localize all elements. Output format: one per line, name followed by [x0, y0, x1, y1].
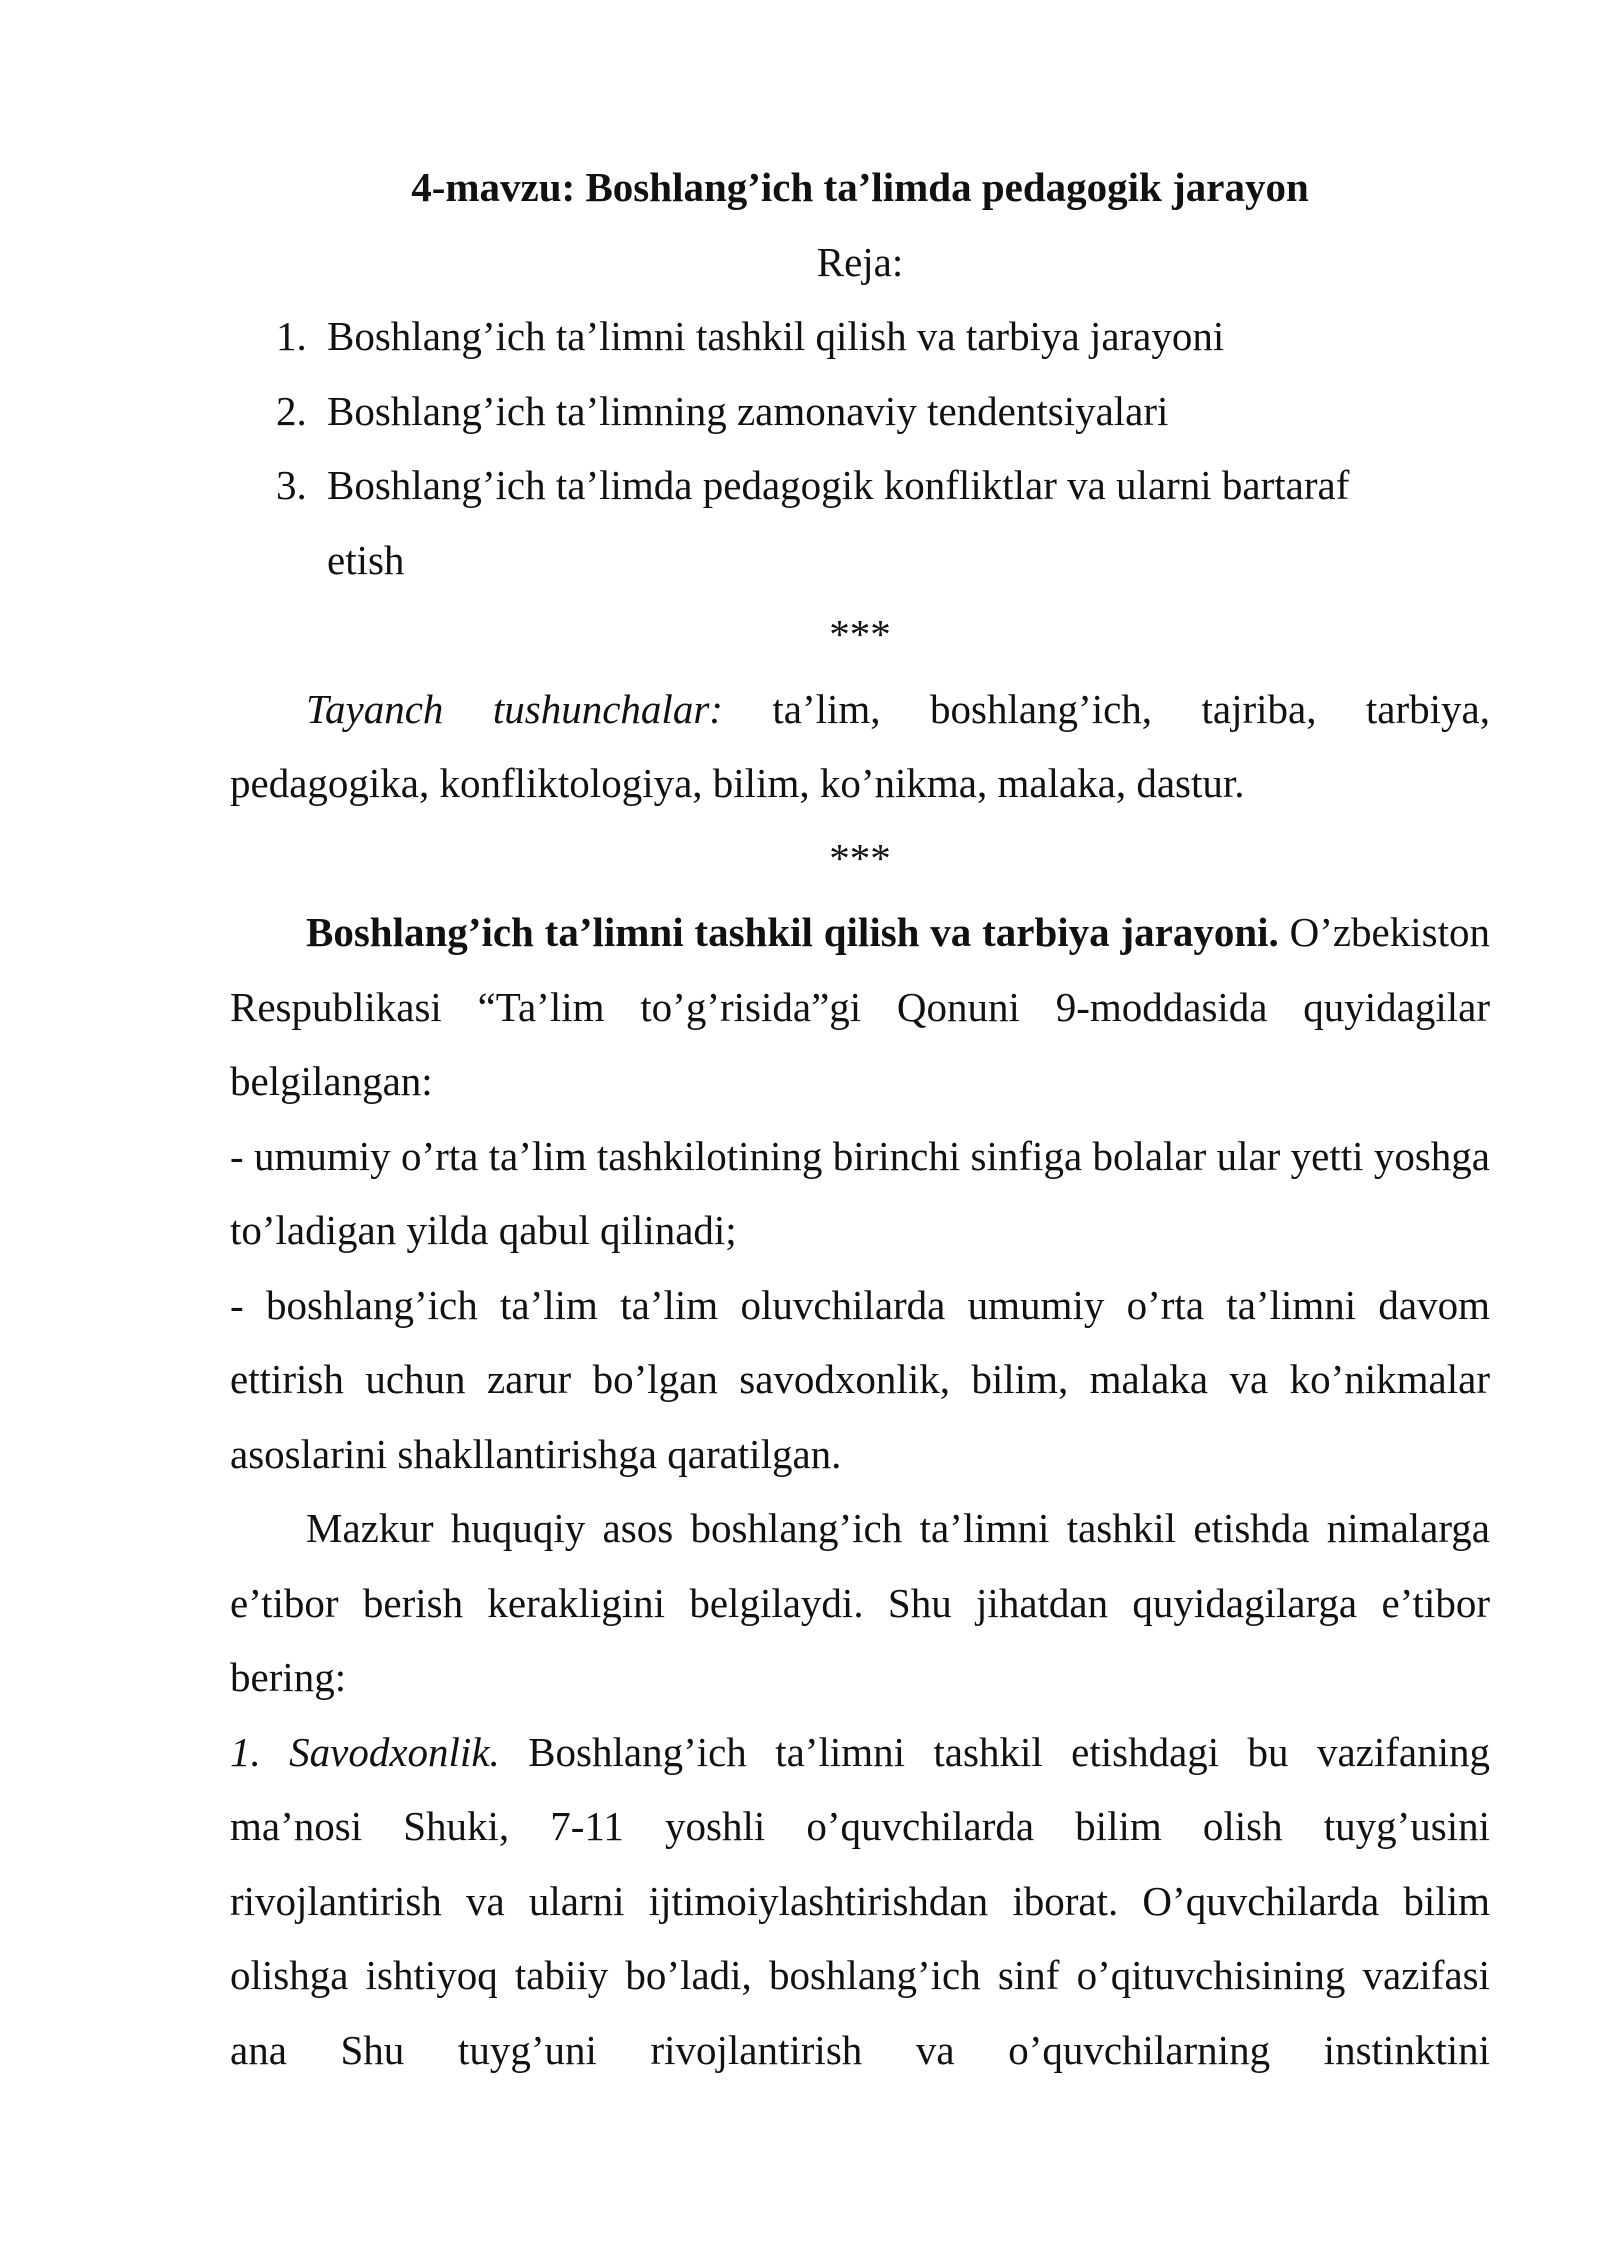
plan-item-number: 1. — [276, 313, 307, 359]
literacy-text: Boshlang’ich ta’limni tashkil etishdagi bu vazifaning ma’nosi Shuki, 7-11 yoshli o’quvchilarda bilim olish tuyg’usini rivojlantirish va ularni ijtimoiylashtirishdan iborat. O’quvchilarda bilim olishga ishtiyoq tabiiy bo’ladi, boshlang’ich sinf o’qituvchisining vazifasi ana Shu tuyg’uni rivojlantirish va o’quvchilarning instinktini — [230, 1728, 1490, 2073]
literacy-label: 1. Savodxonlik. — [230, 1728, 500, 1775]
separator: *** — [829, 611, 891, 657]
document-title: 4-mavzu: Boshlang’ich ta’limda pedagogik jarayon — [411, 164, 1309, 210]
key-terms-text: ta’lim, boshlang’ich, tajriba, tarbiya, pedagogika, konfliktologiya, bilim, ko’nikma, malaka, dastur. — [230, 685, 1490, 806]
section-intro-paragraph — [230, 895, 1490, 1119]
document-page — [230, 150, 1490, 2087]
plan-item — [230, 299, 1490, 374]
plan-item-text: Boshlang’ich ta’limni tashkil qilish va tarbiya jarayoni — [327, 313, 1225, 359]
bullet-item: - boshlang’ich ta’lim ta’lim oluvchilarda umumiy o’rta ta’limni davom ettirish uchun zarur bo’lgan savodxonlik, bilim, malaka va ko’nikmalar asoslarini shakllantirishga qaratilgan. — [230, 1281, 1490, 1477]
key-terms-label: Tayanch tushunchalar: — [306, 685, 723, 732]
plan-list — [230, 299, 1490, 597]
plan-heading: Reja: — [816, 238, 904, 285]
section-heading: Boshlang’ich ta’limni tashkil qilish va tarbiya jarayoni. — [306, 909, 1279, 955]
literacy-paragraph — [230, 1715, 1490, 2088]
plan-item-text: Boshlang’ich ta’limning zamonaviy tendentsiyalari — [327, 387, 1169, 434]
plan-item — [230, 448, 1490, 597]
plan-item-number: 2. — [276, 387, 307, 434]
plan-item — [230, 374, 1490, 449]
key-terms-paragraph — [230, 672, 1490, 821]
plan-item-text: Boshlang’ich ta’limda pedagogik konfliktlar va ularni bartaraf etish — [327, 462, 1350, 583]
section-intro-text: O’zbekiston Respublikasi “Ta’lim to’g’risida”gi Qonuni 9-moddasida quyidagilar belgilangan: — [230, 909, 1490, 1104]
plan-item-number: 3. — [276, 462, 307, 508]
bullet-item: - umumiy o’rta ta’lim tashkilotining birinchi sinfiga bolalar ular yetti yoshga to’ladigan yilda qabul qilinadi; — [230, 1132, 1490, 1253]
separator: *** — [829, 834, 891, 881]
basis-paragraph: Mazkur huquqiy asos boshlang’ich ta’limni tashkil etishda nimalarga e’tibor berish kerakligini belgilaydi. Shu jihatdan quyidagilarga e’tibor bering: — [230, 1505, 1490, 1700]
